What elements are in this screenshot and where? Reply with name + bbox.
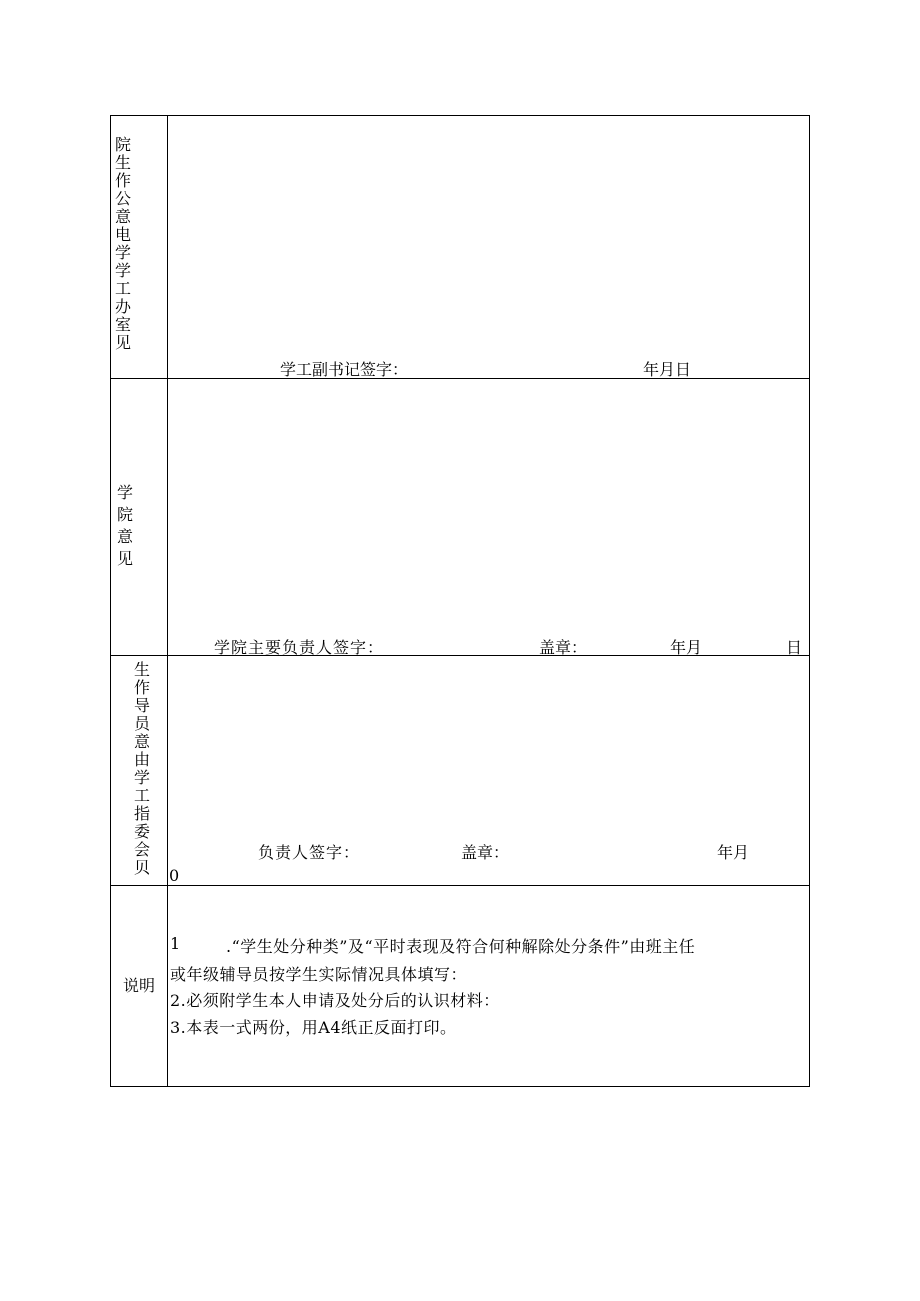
college-seal-label: 盖章：: [539, 638, 588, 657]
college-label-char: 意: [117, 527, 134, 546]
committee-label-char: 会: [134, 840, 151, 859]
committee-stray-mark: 0: [169, 866, 180, 885]
row-notes: [111, 886, 810, 1087]
committee-label-char: 工: [134, 786, 151, 805]
college-head-signature-label: 学院主要负责人签字：: [214, 638, 385, 657]
office-label-char: 学: [115, 243, 132, 262]
committee-label-char: 作: [134, 678, 151, 697]
committee-label-char: 指: [134, 804, 151, 823]
college-opinion-content: [168, 379, 810, 656]
office-label-char: 室: [115, 315, 132, 334]
note-1-text: .“学生处分种类”及“平时表现及符合何种解除处分条件”由班主任: [226, 937, 696, 956]
office-opinion-label: [115, 136, 131, 352]
label-cell-notes: [111, 886, 168, 1087]
college-year-month-label: 年月: [670, 638, 703, 657]
office-date-label: 年月日: [643, 360, 692, 379]
committee-opinion-content: [168, 656, 810, 886]
committee-label-char: 员: [134, 714, 151, 733]
office-label-char: 学: [115, 261, 132, 280]
college-day-label: 日: [786, 638, 803, 657]
committee-label-char: 导: [134, 696, 151, 715]
committee-opinion-label: [134, 661, 150, 877]
office-label-char: 作: [115, 171, 132, 190]
label-cell-office-opinion: [111, 116, 168, 379]
office-label-char: 电: [115, 225, 132, 244]
committee-label-char: 意: [134, 732, 151, 751]
committee-label-char: 委: [134, 822, 151, 841]
notes-label: 说明: [123, 976, 156, 995]
deputy-secretary-signature-label: 学工副书记签字：: [280, 360, 409, 379]
office-label-char: 公: [115, 189, 132, 208]
office-label-char: 见: [115, 333, 132, 352]
committee-label-char: 由: [134, 750, 151, 769]
office-label-char: 工: [115, 279, 132, 298]
college-label-char: 院: [117, 505, 134, 524]
note-2: 2.必须附学生本人申请及处分后的认识材料：: [170, 991, 500, 1010]
approval-form-table: [110, 115, 810, 1087]
row-committee-opinion: [111, 656, 810, 886]
label-cell-college-opinion: [111, 379, 168, 656]
row-office-opinion: [111, 116, 810, 379]
office-label-char: 生: [115, 153, 132, 172]
committee-seal-label: 盖章：: [461, 843, 510, 862]
college-label-char: 学: [117, 483, 134, 502]
committee-label-char: 生: [134, 660, 151, 679]
committee-year-month-label: 年月: [717, 843, 750, 862]
committee-label-char: 贝: [134, 858, 151, 877]
note-1-number: 1: [170, 934, 181, 953]
committee-head-signature-label: 负责人签字：: [258, 843, 361, 862]
office-label-char: 意: [115, 207, 132, 226]
note-1-continuation: 或年级辅导员按学生实际情况具体填写：: [170, 965, 468, 984]
office-label-char: 院: [115, 135, 132, 154]
label-cell-committee-opinion: [111, 656, 168, 886]
row-college-opinion: [111, 379, 810, 656]
notes-content: [168, 886, 810, 1087]
office-opinion-content: [168, 116, 810, 379]
college-opinion-label: [117, 482, 133, 570]
college-label-char: 见: [117, 549, 134, 568]
office-label-char: 办: [115, 297, 132, 316]
note-3: 3.本表一式两份，用A4纸正反面打印。: [170, 1018, 457, 1037]
committee-label-char: 学: [134, 768, 151, 787]
